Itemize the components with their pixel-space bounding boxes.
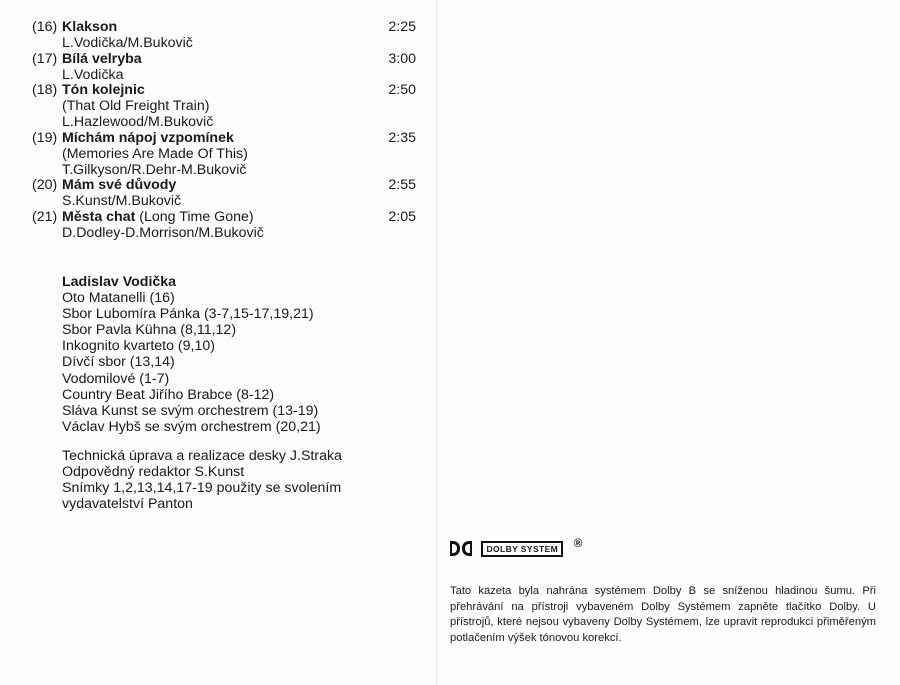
track-duration: 2:50 xyxy=(388,82,416,99)
track-item xyxy=(32,83,422,130)
performer-list xyxy=(62,290,432,435)
track-credit: T.Gilkyson/R.Dehr-M.Bukovič xyxy=(62,161,247,178)
track-header xyxy=(32,52,422,68)
track-item xyxy=(32,210,422,242)
track-header xyxy=(32,131,422,147)
performer-line: Country Beat Jiřího Brabce (8-12) xyxy=(62,386,275,403)
track-number: (18) xyxy=(32,82,58,99)
production-line: Technická úprava a realizace desky J.Straka xyxy=(62,448,342,464)
performer-line: Sbor Pavla Kühna (8,11,12) xyxy=(62,322,237,339)
track-title: Bílá velryba xyxy=(62,50,142,67)
track-number: (21) xyxy=(32,208,58,225)
performer-credits xyxy=(62,274,432,435)
performer-line: Vodomilové (1-7) xyxy=(62,370,170,387)
track-credit: L.Hazlewood/M.Bukovič xyxy=(62,114,214,131)
track-header xyxy=(32,178,422,194)
dolby-system-label: DOLBY SYSTEM xyxy=(481,541,563,557)
track-number: (20) xyxy=(32,177,58,194)
dolby-logo xyxy=(450,536,583,558)
production-line: Odpovědný redaktor S.Kunst xyxy=(62,464,245,481)
right-panel xyxy=(436,0,900,685)
track-duration: 3:00 xyxy=(388,50,416,67)
artist-name: Ladislav Vodička xyxy=(62,274,177,290)
track-header xyxy=(32,83,422,99)
track-credit: (Memories Are Made Of This) xyxy=(62,145,248,162)
left-panel xyxy=(0,0,436,685)
performer-line: Inkognito kvarteto (9,10) xyxy=(62,338,215,355)
track-duration: 2:25 xyxy=(388,19,416,35)
performer-line: Sbor Lubomíra Pánka (3-7,15-17,19,21) xyxy=(62,306,314,323)
track-number: (16) xyxy=(32,19,58,35)
registered-mark: ® xyxy=(573,536,583,550)
dolby-double-d-icon xyxy=(450,541,474,556)
performer-line: Sláva Kunst se svým orchestrem (13-19) xyxy=(62,402,319,419)
track-header xyxy=(32,210,422,226)
track-title: Míchám nápoj vzpomínek xyxy=(62,129,234,146)
track-item xyxy=(32,178,422,210)
track-title: Města chat xyxy=(62,208,136,225)
track-header xyxy=(32,20,422,36)
track-number: (19) xyxy=(32,129,58,146)
performer-line: Oto Matanelli (16) xyxy=(62,290,175,307)
track-credit: L.Vodička xyxy=(62,66,124,83)
track-credit: (That Old Freight Train) xyxy=(62,98,210,115)
performer-line: Václav Hybš se svým orchestrem (20,21) xyxy=(62,418,321,435)
track-subtitle: (Long Time Gone) xyxy=(135,208,254,225)
track-duration: 2:05 xyxy=(388,208,416,225)
track-duration: 2:35 xyxy=(388,129,416,146)
track-title: Klakson xyxy=(62,19,118,35)
track-item xyxy=(32,20,422,52)
track-item xyxy=(32,131,422,178)
track-list xyxy=(32,20,422,242)
track-credit: D.Dodley-D.Morrison/M.Bukovič xyxy=(62,224,264,241)
production-line: vydavatelství Panton xyxy=(62,496,193,513)
production-line: Snímky 1,2,13,14,17-19 použity se svolením xyxy=(62,480,342,497)
performer-line: Dívčí sbor (13,14) xyxy=(62,354,175,371)
dolby-notice: Tato kazeta byla nahrána systémem Dolby B se sníženou hladinou šumu. Při přehrávání na přístroji vybaveném Dolby Systémem zapněte tlačítko Dolby. U přístrojů, které nejsou vybaveny Dolby Systémem, lze upravit reprodukci přiměřeným potlačením výšek tónovou korekcí. xyxy=(450,585,876,644)
track-title: Tón kolejnic xyxy=(62,82,145,99)
track-number: (17) xyxy=(32,50,58,67)
production-credits xyxy=(62,448,432,512)
track-credit: S.Kunst/M.Bukovič xyxy=(62,193,182,210)
track-item xyxy=(32,52,422,84)
track-credit: L.Vodička/M.Bukovič xyxy=(62,35,193,51)
track-title: Mám své důvody xyxy=(62,177,177,194)
track-duration: 2:55 xyxy=(388,177,416,194)
